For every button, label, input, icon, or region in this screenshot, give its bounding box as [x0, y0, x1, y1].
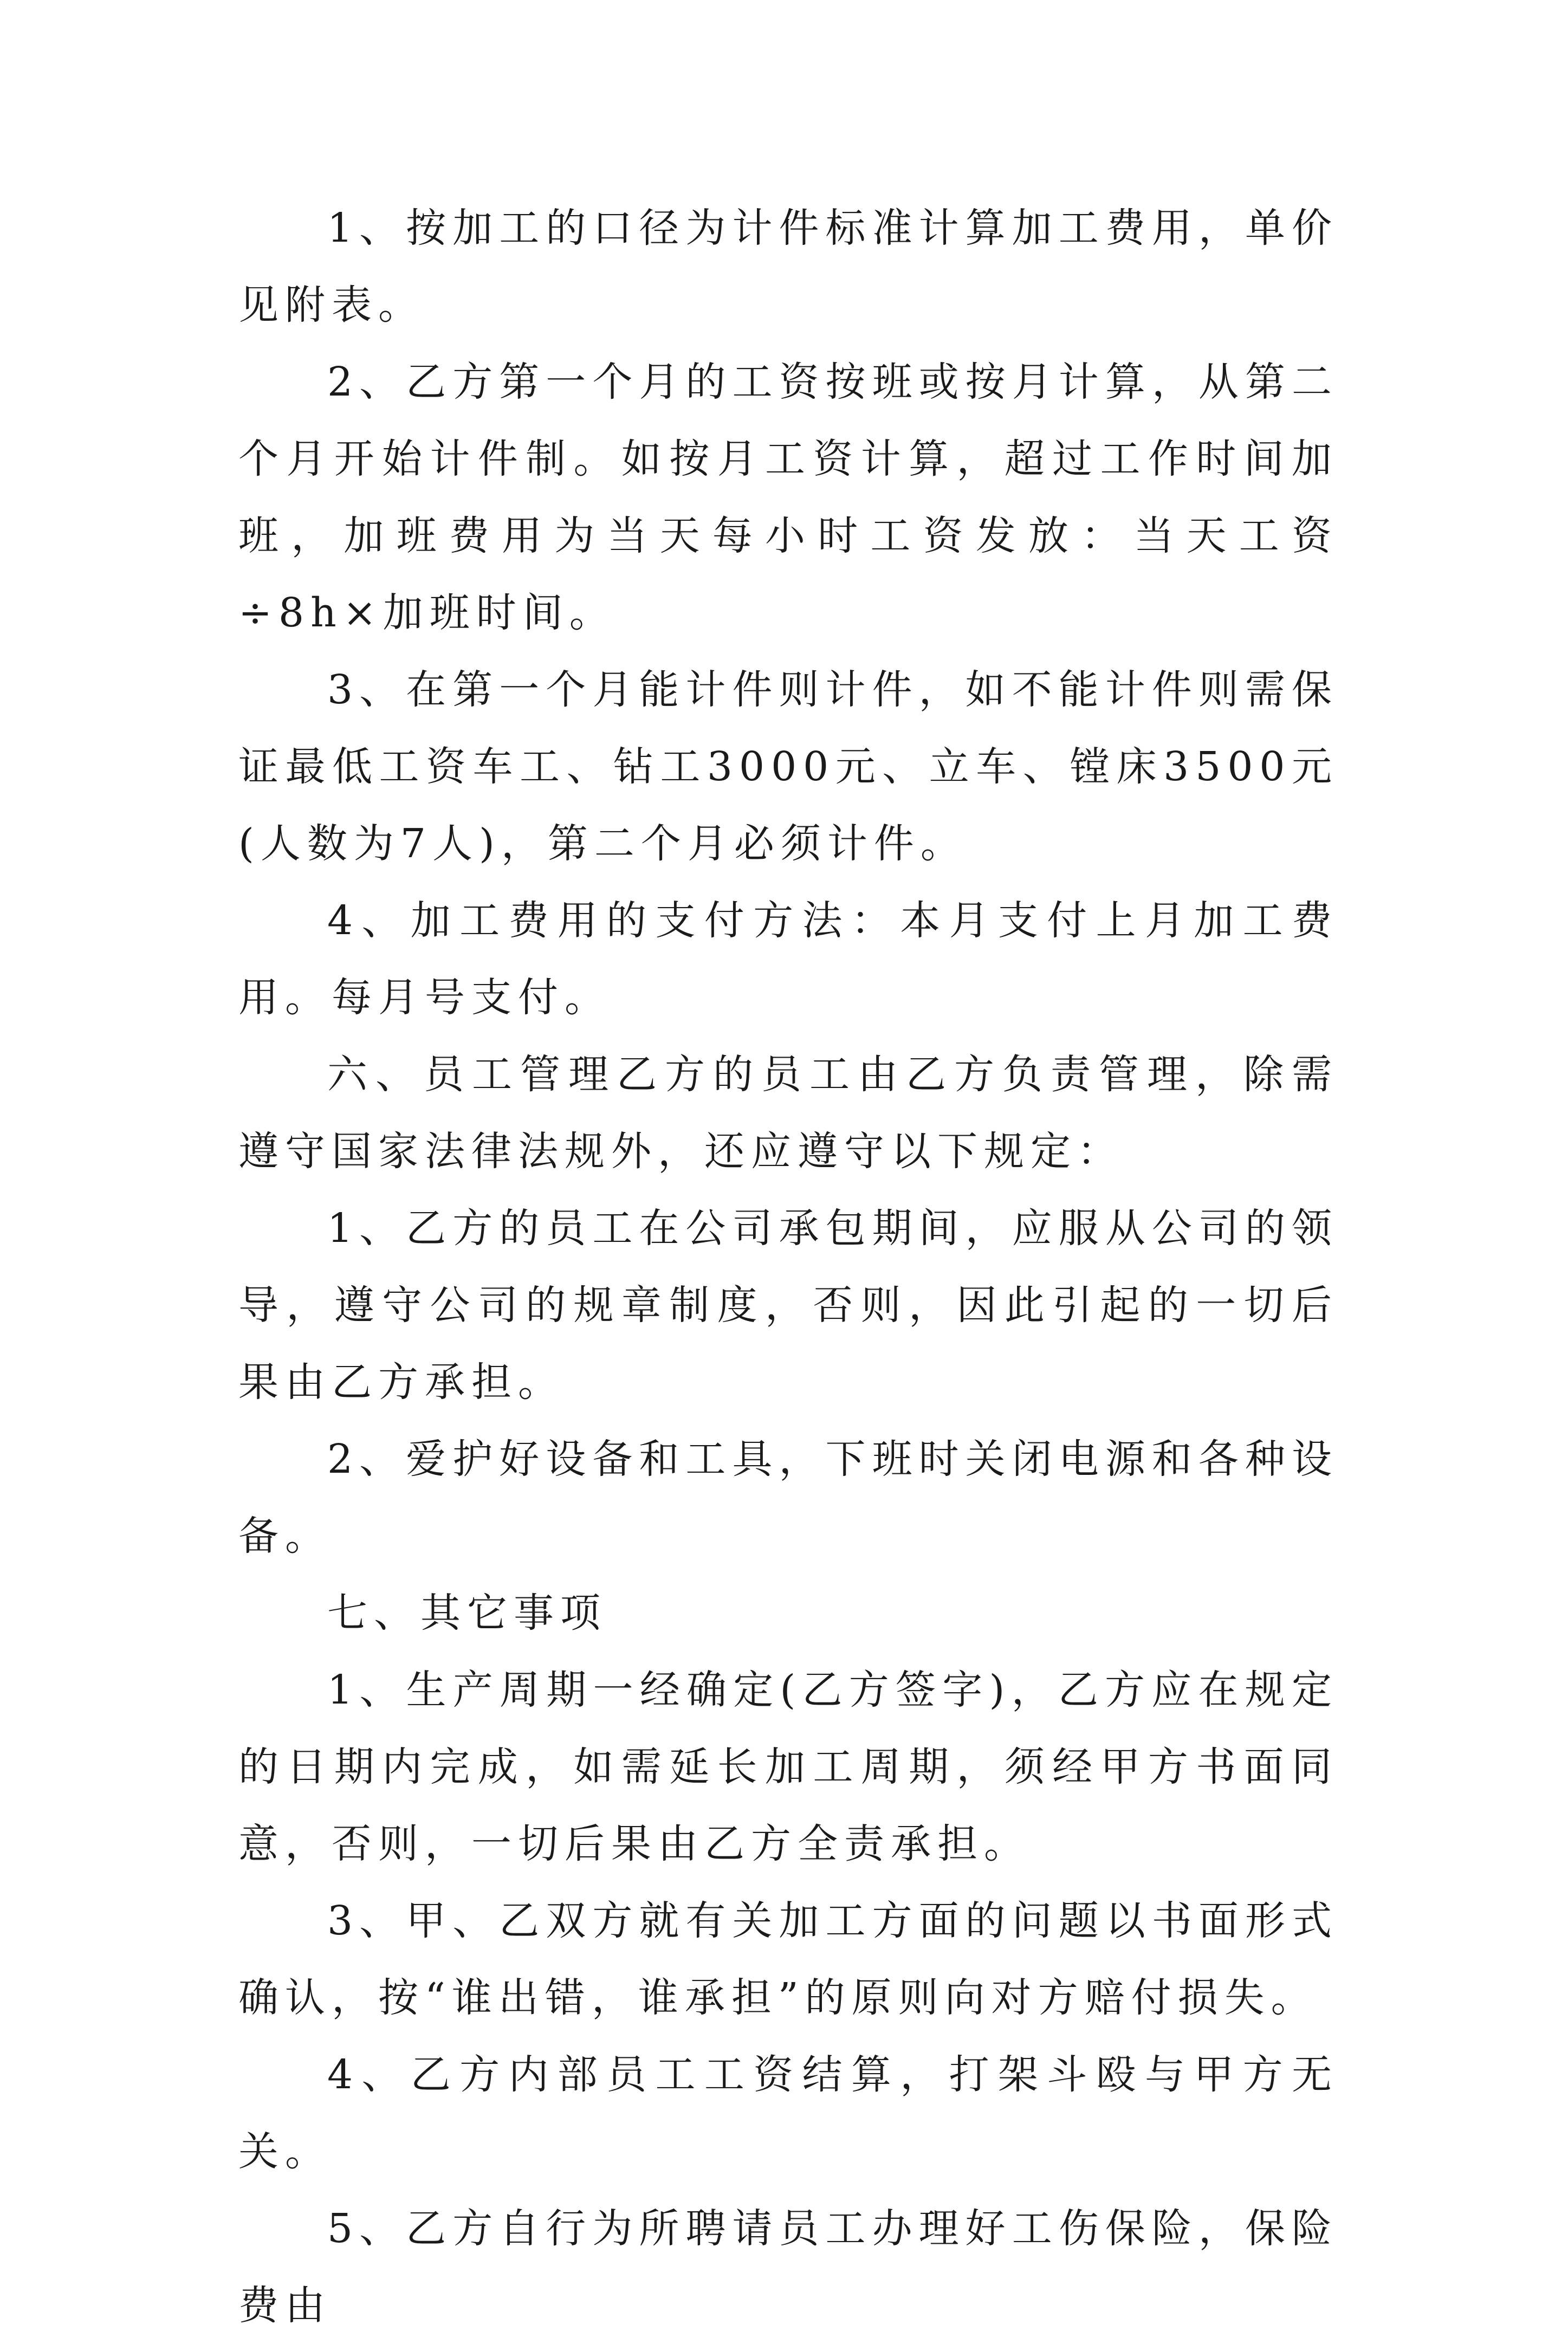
paragraph-payment-method: 4、加工费用的支付方法：本月支付上月加工费用。每月号支付。: [238, 897, 1338, 1021]
paragraph-piece-rate: 1、按加工的口径为计件标准计算加工费用，单价见附表。: [238, 205, 1338, 328]
paragraph-internal-settlement: 4、乙方内部员工工资结算，打架斗殴与甲方无关。: [238, 2051, 1338, 2175]
paragraph-minimum-wage: 3、在第一个月能计件则计件，如不能计件则需保证最低工资车工、钻工3000元、立车、镗床3500元(人数为7人)，第二个月必须计件。: [238, 666, 1338, 867]
paragraph-first-month-wage: 2、乙方第一个月的工资按班或按月计算，从第二个月开始计件制。如按月工资计算，超过工作时间加班，加班费用为当天每小时工资发放：当天工资÷8h×加班时间。: [238, 359, 1338, 636]
paragraph-injury-insurance: 5、乙方自行为所聘请员工办理好工伤保险，保险费由: [238, 2205, 1338, 2329]
section-heading-other-matters: 七、其它事项: [327, 1590, 607, 1636]
paragraph-company-rules: 1、乙方的员工在公司承包期间，应服从公司的领导，遵守公司的规章制度，否则，因此引起的一切后果由乙方承担。: [238, 1205, 1338, 1406]
document-body: [238, 190, 1338, 2344]
paragraph-equipment-care: 2、爱护好设备和工具，下班时关闭电源和各种设备。: [238, 1436, 1338, 1559]
paragraph-written-confirmation: 3、甲、乙双方就有关加工方面的问题以书面形式确认，按“谁出错，谁承担”的原则向对方赔付损失。: [238, 1898, 1338, 2021]
paragraph-production-cycle: 1、生产周期一经确定(乙方签字)，乙方应在规定的日期内完成，如需延长加工周期，须经甲方书面同意，否则，一切后果由乙方全责承担。: [238, 1667, 1338, 1867]
section-heading-staff-management: 六、员工管理乙方的员工由乙方负责管理，除需遵守国家法律法规外，还应遵守以下规定：: [238, 1051, 1338, 1175]
